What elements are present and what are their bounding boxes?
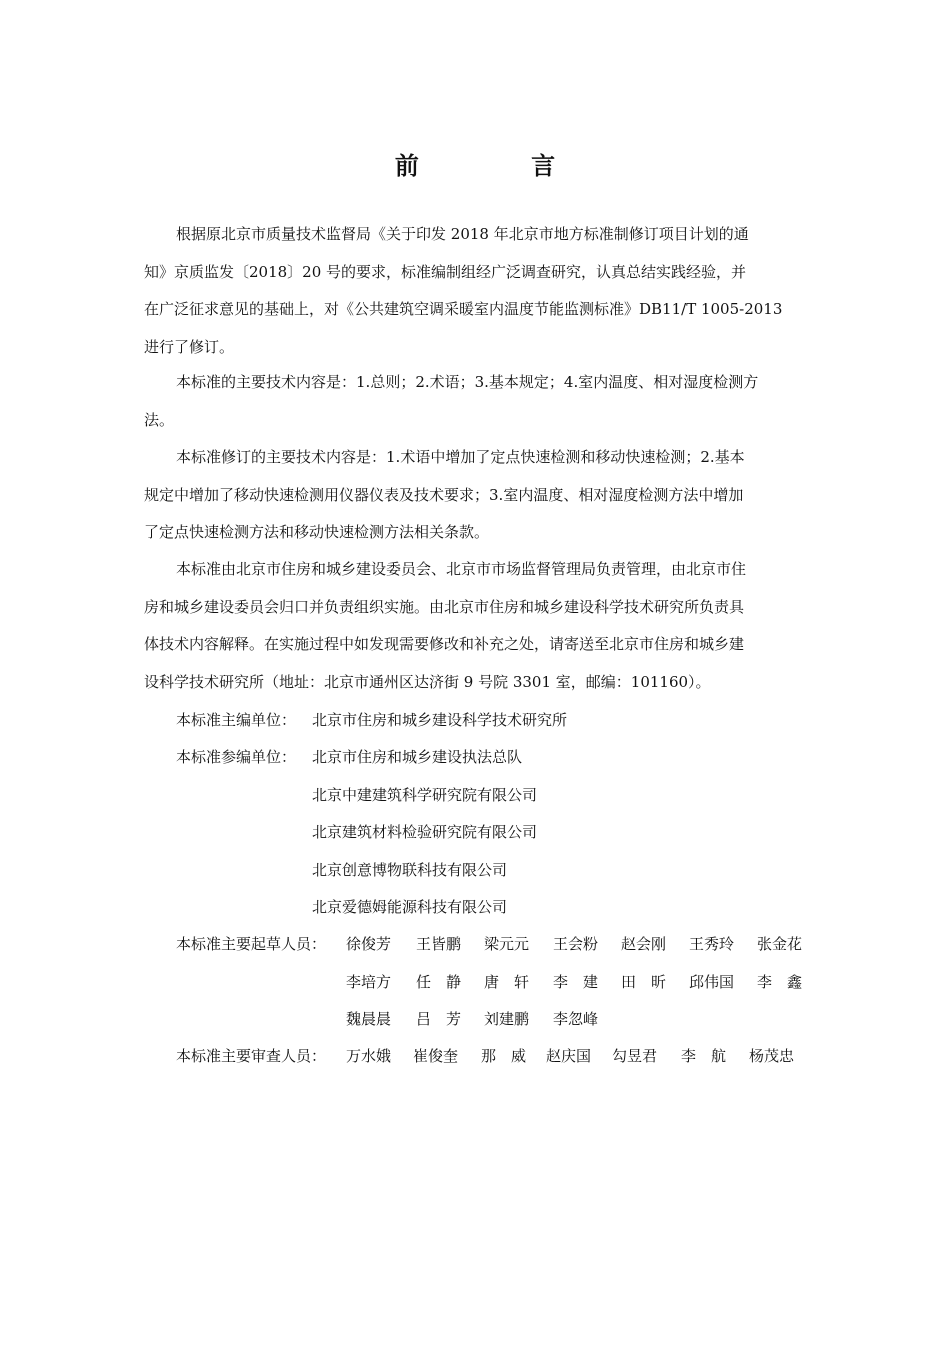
participating-unit: 北京创意博物联科技有限公司 — [312, 861, 508, 879]
drafters-row — [0, 1008, 950, 1032]
reviewer-name: 赵庆国 — [546, 1047, 592, 1065]
drafter-name: 王会粉 — [553, 935, 599, 953]
drafters-label: 本标准主要起草人员： — [176, 935, 327, 953]
chief-unit-row — [0, 709, 950, 733]
reviewer-name: 勾昱君 — [612, 1047, 658, 1065]
paragraph-line: 规定中增加了移动快速检测用仪器仪表及技术要求；3.室内温度、相对湿度检测方法中增加 — [144, 485, 744, 504]
reviewer-name: 杨茂忠 — [749, 1047, 795, 1065]
paragraph-line: 设科学技术研究所（地址：北京市通州区达济街 9 号院 3301 室，邮编：101160）。 — [144, 672, 711, 691]
participating-unit: 北京中建建筑科学研究院有限公司 — [312, 786, 538, 804]
reviewers-row — [0, 1045, 950, 1069]
reviewer-name: 那 威 — [481, 1047, 527, 1065]
paragraph-line: 本标准由北京市住房和城乡建设委员会、北京市市场监督管理局负责管理，由北京市住 — [176, 560, 747, 578]
chief-unit-value: 北京市住房和城乡建设科学技术研究所 — [312, 711, 568, 729]
reviewer-name: 崔俊奎 — [413, 1047, 459, 1065]
paragraph-main-content — [144, 364, 808, 439]
paragraph-line: 本标准的主要技术内容是：1.总则；2.术语；3.基本规定；4.室内温度、相对湿度检测方 — [176, 373, 759, 391]
drafter-name: 吕 芳 — [416, 1010, 462, 1028]
paragraph-line: 房和城乡建设委员会归口并负责组织实施。由北京市住房和城乡建设科学技术研究所负责具 — [144, 597, 745, 616]
drafter-name: 梁元元 — [484, 935, 530, 953]
drafter-name: 张金花 — [757, 935, 803, 953]
paragraph-basis — [144, 216, 808, 366]
drafter-name: 赵会刚 — [621, 935, 667, 953]
participating-unit: 北京爱德姆能源科技有限公司 — [312, 898, 508, 916]
drafter-name: 邱伟国 — [689, 973, 735, 991]
paragraph-revision-content — [144, 439, 808, 552]
drafter-name: 李忽峰 — [553, 1010, 599, 1028]
drafter-name: 魏晨晨 — [346, 1010, 392, 1028]
drafter-name: 田 昕 — [621, 973, 667, 991]
drafter-name: 王秀玲 — [689, 935, 735, 953]
page-title: 前 言 — [394, 152, 608, 180]
paragraph-line: 本标准修订的主要技术内容是：1.术语中增加了定点快速检测和移动快速检测；2.基本 — [176, 448, 745, 466]
paragraph-line: 体技术内容解释。在实施过程中如发现需要修改和补充之处，请寄送至北京市住房和城乡建 — [144, 635, 745, 653]
reviewer-name: 万水娥 — [346, 1047, 392, 1065]
paragraph-line: 法。 — [144, 410, 175, 429]
drafters-row — [0, 933, 950, 957]
drafters-row — [0, 971, 950, 995]
paragraph-line: 根据原北京市质量技术监督局《关于印发 2018 年北京市地方标准制修订项目计划的通 — [176, 225, 749, 243]
drafter-name: 刘建鹏 — [484, 1010, 530, 1028]
paragraph-line: 进行了修订。 — [144, 337, 235, 356]
paragraph-line: 知》京质监发〔2018〕20 号的要求，标准编制组经广泛调查研究，认真总结实践经验，并 — [144, 262, 747, 281]
drafter-name: 王皆鹏 — [416, 935, 462, 953]
drafter-name: 李 鑫 — [757, 973, 803, 991]
paragraph-line: 了定点快速检测方法和移动快速检测方法相关条款。 — [144, 523, 490, 541]
paragraph-management — [144, 551, 808, 701]
paragraph-line: 在广泛征求意见的基础上，对《公共建筑空调采暖室内温度节能监测标准》DB11/T 1005-2013 — [144, 300, 783, 318]
chief-unit-label: 本标准主编单位： — [176, 711, 297, 729]
participating-units-label: 本标准参编单位： — [176, 748, 297, 766]
participating-unit: 北京建筑材料检验研究院有限公司 — [312, 823, 538, 841]
drafter-name: 李培方 — [346, 973, 392, 991]
reviewer-name: 李 航 — [681, 1047, 727, 1065]
drafter-name: 任 静 — [416, 973, 462, 991]
participating-unit: 北京市住房和城乡建设执法总队 — [312, 748, 523, 766]
drafter-name: 李 建 — [553, 973, 599, 991]
drafter-name: 唐 轩 — [484, 973, 530, 991]
participating-unit-row — [0, 746, 950, 770]
reviewers-label: 本标准主要审查人员： — [176, 1047, 327, 1065]
drafter-name: 徐俊芳 — [346, 935, 392, 953]
